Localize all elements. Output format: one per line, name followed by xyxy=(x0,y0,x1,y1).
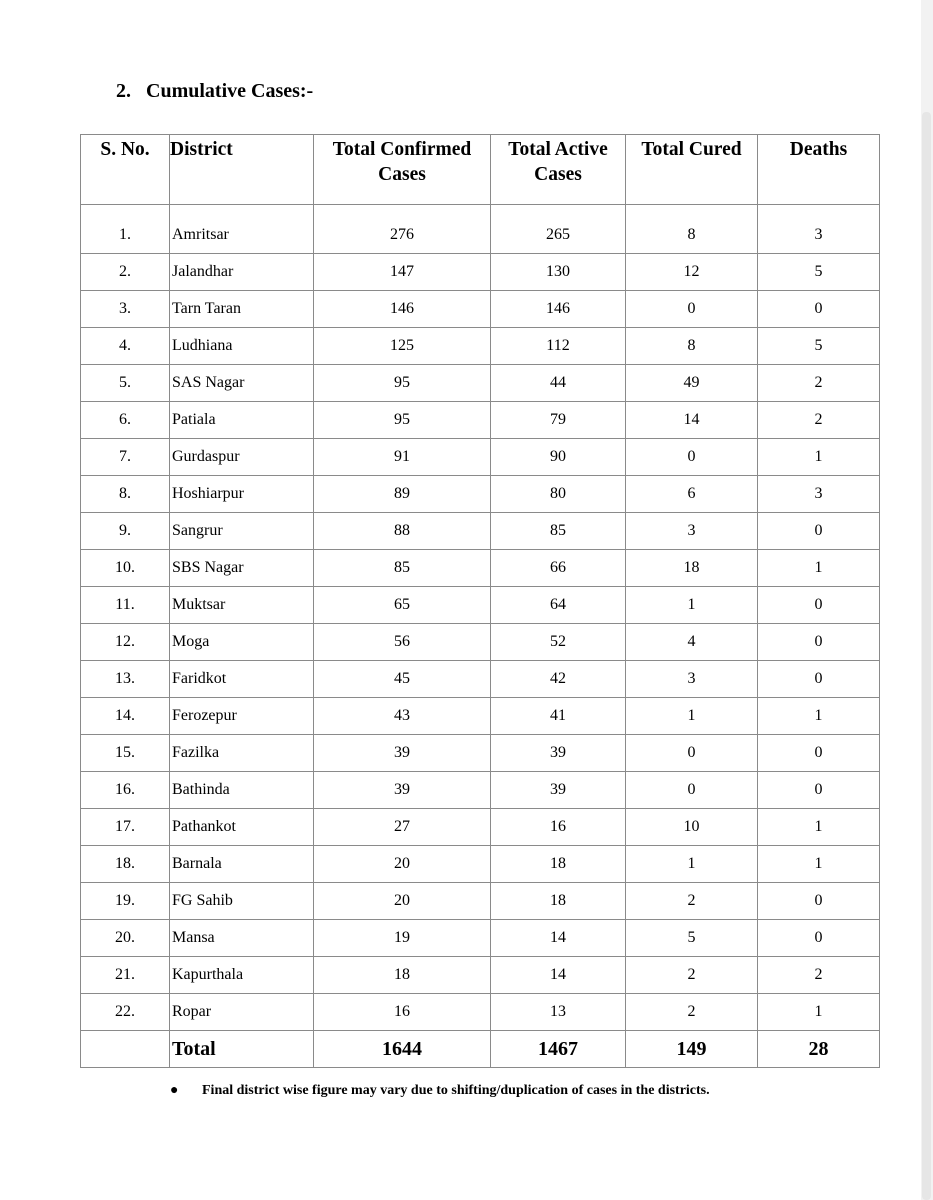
cell-district: SBS Nagar xyxy=(170,550,314,587)
cell-district: Bathinda xyxy=(170,772,314,809)
cell-active: 79 xyxy=(491,402,626,439)
cell-deaths: 2 xyxy=(758,365,880,402)
cell-district: FG Sahib xyxy=(170,883,314,920)
cell-cured: 5 xyxy=(626,920,758,957)
table-row xyxy=(81,772,880,809)
cell-sno: 5. xyxy=(81,365,170,402)
table-row xyxy=(81,624,880,661)
cell-deaths: 3 xyxy=(758,217,880,254)
cell-confirmed: 146 xyxy=(314,291,491,328)
cell-cured: 2 xyxy=(626,957,758,994)
cell-sno: 6. xyxy=(81,402,170,439)
cell-sno: 3. xyxy=(81,291,170,328)
cell-district: SAS Nagar xyxy=(170,365,314,402)
cell-active: 90 xyxy=(491,439,626,476)
cell-deaths: 5 xyxy=(758,328,880,365)
cell-deaths: 1 xyxy=(758,994,880,1031)
table-row xyxy=(81,994,880,1031)
cell-cured: 18 xyxy=(626,550,758,587)
cell-cured: 6 xyxy=(626,476,758,513)
cell-active: 18 xyxy=(491,883,626,920)
cell-sno: 4. xyxy=(81,328,170,365)
cell-confirmed: 45 xyxy=(314,661,491,698)
header-sno: S. No. xyxy=(81,135,170,205)
cell-sno: 18. xyxy=(81,846,170,883)
footnote-text: Final district wise figure may vary due to shifting/duplication of cases in the districts. xyxy=(202,1083,710,1098)
cell-district: Faridkot xyxy=(170,661,314,698)
cell-district: Mansa xyxy=(170,920,314,957)
cell-sno: 10. xyxy=(81,550,170,587)
cell-confirmed: 91 xyxy=(314,439,491,476)
cell-active: 112 xyxy=(491,328,626,365)
cell-sno: 2. xyxy=(81,254,170,291)
cell-deaths: 1 xyxy=(758,550,880,587)
cell-district: Kapurthala xyxy=(170,957,314,994)
cell-cured: 49 xyxy=(626,365,758,402)
cell-active: 80 xyxy=(491,476,626,513)
cell-confirmed: 95 xyxy=(314,365,491,402)
scrollbar-track[interactable] xyxy=(921,0,933,1200)
cell-cured: 4 xyxy=(626,624,758,661)
cell-district: Hoshiarpur xyxy=(170,476,314,513)
table-row xyxy=(81,365,880,402)
cell-deaths: 2 xyxy=(758,957,880,994)
cell-confirmed: 65 xyxy=(314,587,491,624)
table-row xyxy=(81,402,880,439)
header-total-confirmed: Total Confirmed Cases xyxy=(314,135,491,205)
cell-confirmed: 95 xyxy=(314,402,491,439)
cell-district: Moga xyxy=(170,624,314,661)
cell-cured: 3 xyxy=(626,661,758,698)
cell-sno: 19. xyxy=(81,883,170,920)
cell-deaths: 0 xyxy=(758,920,880,957)
table-spacer-row xyxy=(81,205,880,218)
cell-deaths: 3 xyxy=(758,476,880,513)
section-heading xyxy=(116,80,313,103)
table-row xyxy=(81,587,880,624)
cell-active: 44 xyxy=(491,365,626,402)
cell-active: 41 xyxy=(491,698,626,735)
cell-district: Muktsar xyxy=(170,587,314,624)
cell-deaths: 1 xyxy=(758,439,880,476)
header-total-active: Total Active Cases xyxy=(491,135,626,205)
cell-deaths: 0 xyxy=(758,661,880,698)
cell-active: 18 xyxy=(491,846,626,883)
cell-active: 130 xyxy=(491,254,626,291)
table-row xyxy=(81,698,880,735)
table-row xyxy=(81,476,880,513)
cell-active: 64 xyxy=(491,587,626,624)
cell-active: 16 xyxy=(491,809,626,846)
cell-confirmed: 39 xyxy=(314,735,491,772)
cell-cured: 1 xyxy=(626,587,758,624)
table-row xyxy=(81,957,880,994)
header-district: District xyxy=(170,135,314,205)
cell-sno: 7. xyxy=(81,439,170,476)
cell-district: Gurdaspur xyxy=(170,439,314,476)
cell-active: 85 xyxy=(491,513,626,550)
cell-district: Ferozepur xyxy=(170,698,314,735)
cell-sno: 22. xyxy=(81,994,170,1031)
table-row xyxy=(81,735,880,772)
cell-confirmed: 125 xyxy=(314,328,491,365)
cell-confirmed: 20 xyxy=(314,883,491,920)
cell-sno: 11. xyxy=(81,587,170,624)
cell-confirmed: 39 xyxy=(314,772,491,809)
cell-deaths: 0 xyxy=(758,587,880,624)
cell-district: Sangrur xyxy=(170,513,314,550)
cell-confirmed: 276 xyxy=(314,217,491,254)
cell-deaths: 0 xyxy=(758,513,880,550)
cell-deaths: 0 xyxy=(758,735,880,772)
cell-sno: 16. xyxy=(81,772,170,809)
cell-active: 14 xyxy=(491,957,626,994)
cell-cured: 12 xyxy=(626,254,758,291)
header-total-cured: Total Cured xyxy=(626,135,758,205)
cell-cured: 2 xyxy=(626,883,758,920)
cell-confirmed: 147 xyxy=(314,254,491,291)
cell-active: 265 xyxy=(491,217,626,254)
table-row xyxy=(81,809,880,846)
total-deaths: 28 xyxy=(758,1031,880,1068)
cell-district: Pathankot xyxy=(170,809,314,846)
cell-deaths: 1 xyxy=(758,698,880,735)
cell-sno: 13. xyxy=(81,661,170,698)
table-row xyxy=(81,920,880,957)
total-confirmed: 1644 xyxy=(314,1031,491,1068)
cell-sno: 14. xyxy=(81,698,170,735)
cell-cured: 8 xyxy=(626,328,758,365)
cell-active: 42 xyxy=(491,661,626,698)
cell-sno: 15. xyxy=(81,735,170,772)
cell-active: 66 xyxy=(491,550,626,587)
cell-active: 14 xyxy=(491,920,626,957)
table-row xyxy=(81,513,880,550)
cell-cured: 10 xyxy=(626,809,758,846)
cell-district: Amritsar xyxy=(170,217,314,254)
section-number: 2. xyxy=(116,80,131,102)
table-header-row xyxy=(81,135,880,205)
cell-confirmed: 16 xyxy=(314,994,491,1031)
cumulative-cases-table xyxy=(80,134,880,1068)
cell-sno: 21. xyxy=(81,957,170,994)
cell-active: 146 xyxy=(491,291,626,328)
cell-confirmed: 20 xyxy=(314,846,491,883)
scrollbar-thumb[interactable] xyxy=(922,112,931,1200)
cell-cured: 0 xyxy=(626,291,758,328)
cell-district: Patiala xyxy=(170,402,314,439)
cell-cured: 1 xyxy=(626,698,758,735)
cell-district: Tarn Taran xyxy=(170,291,314,328)
cell-district: Fazilka xyxy=(170,735,314,772)
cell-confirmed: 18 xyxy=(314,957,491,994)
cell-cured: 0 xyxy=(626,735,758,772)
total-label: Total xyxy=(170,1031,314,1068)
cell-cured: 1 xyxy=(626,846,758,883)
table-row xyxy=(81,291,880,328)
cell-cured: 0 xyxy=(626,439,758,476)
cell-district: Barnala xyxy=(170,846,314,883)
total-cured: 149 xyxy=(626,1031,758,1068)
cell-confirmed: 88 xyxy=(314,513,491,550)
cell-confirmed: 89 xyxy=(314,476,491,513)
cell-district: Ludhiana xyxy=(170,328,314,365)
table-row xyxy=(81,217,880,254)
bullet-icon: ● xyxy=(170,1083,179,1098)
cell-sno: 12. xyxy=(81,624,170,661)
table-row xyxy=(81,254,880,291)
section-title: Cumulative Cases:- xyxy=(146,80,314,102)
cell-sno: 8. xyxy=(81,476,170,513)
cell-district: Ropar xyxy=(170,994,314,1031)
cell-cured: 8 xyxy=(626,217,758,254)
cell-confirmed: 19 xyxy=(314,920,491,957)
cell-district: Jalandhar xyxy=(170,254,314,291)
table-row xyxy=(81,550,880,587)
header-deaths: Deaths xyxy=(758,135,880,205)
total-active: 1467 xyxy=(491,1031,626,1068)
cell-active: 39 xyxy=(491,735,626,772)
cell-deaths: 0 xyxy=(758,883,880,920)
cell-deaths: 0 xyxy=(758,624,880,661)
cell-sno: 20. xyxy=(81,920,170,957)
cell-cured: 0 xyxy=(626,772,758,809)
footnote xyxy=(172,1083,710,1099)
cell-cured: 14 xyxy=(626,402,758,439)
table-row xyxy=(81,661,880,698)
cell-deaths: 1 xyxy=(758,846,880,883)
cell-confirmed: 43 xyxy=(314,698,491,735)
cell-confirmed: 56 xyxy=(314,624,491,661)
cell-deaths: 0 xyxy=(758,291,880,328)
cell-sno: 17. xyxy=(81,809,170,846)
cell-active: 52 xyxy=(491,624,626,661)
cell-confirmed: 85 xyxy=(314,550,491,587)
total-row xyxy=(81,1031,880,1068)
cell-confirmed: 27 xyxy=(314,809,491,846)
table-row xyxy=(81,846,880,883)
cell-sno: 1. xyxy=(81,217,170,254)
cell-sno: 9. xyxy=(81,513,170,550)
table-row xyxy=(81,883,880,920)
cell-deaths: 5 xyxy=(758,254,880,291)
cell-deaths: 1 xyxy=(758,809,880,846)
cell-cured: 3 xyxy=(626,513,758,550)
cell-deaths: 0 xyxy=(758,772,880,809)
table-row xyxy=(81,439,880,476)
cell-active: 39 xyxy=(491,772,626,809)
cell-active: 13 xyxy=(491,994,626,1031)
cell-cured: 2 xyxy=(626,994,758,1031)
cell-deaths: 2 xyxy=(758,402,880,439)
table-row xyxy=(81,328,880,365)
